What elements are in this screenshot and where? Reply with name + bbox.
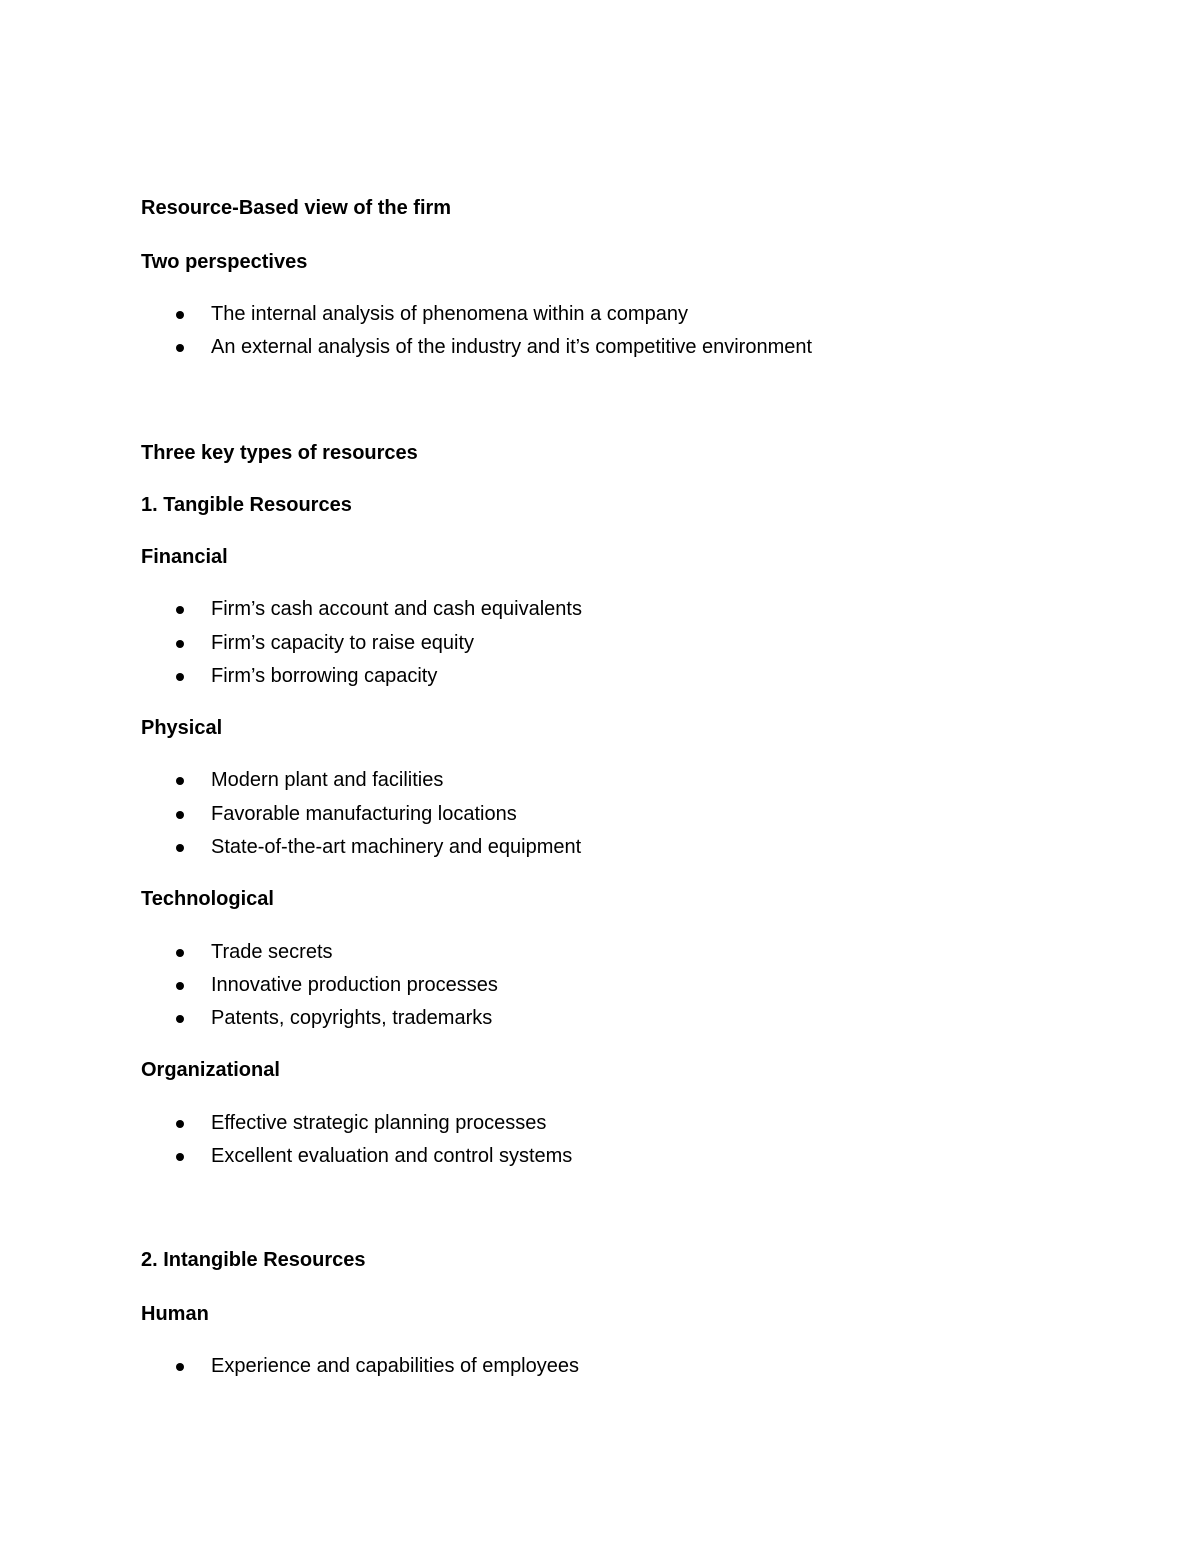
bullet-icon bbox=[176, 811, 184, 819]
list-item-text: Patents, copyrights, trademarks bbox=[211, 1007, 493, 1029]
list-item-text: Innovative production processes bbox=[211, 974, 498, 996]
bullet-icon bbox=[176, 949, 184, 957]
bullet-icon bbox=[176, 311, 184, 319]
list-item-text: Favorable manufacturing locations bbox=[211, 803, 517, 825]
technological-heading: Technological bbox=[141, 888, 274, 910]
bullet-icon bbox=[176, 606, 184, 614]
types-heading: Three key types of resources bbox=[141, 442, 418, 464]
list-item-text: Trade secrets bbox=[211, 941, 333, 963]
bullet-icon bbox=[176, 1363, 184, 1371]
list-item-text: State-of-the-art machinery and equipment bbox=[211, 836, 582, 858]
list-item-text: Effective strategic planning processes bbox=[211, 1112, 547, 1134]
list-item-text: Firm’s cash account and cash equivalents bbox=[211, 598, 582, 620]
intangible-heading: 2. Intangible Resources bbox=[141, 1249, 366, 1271]
list-item-text: Modern plant and facilities bbox=[211, 769, 444, 791]
bullet-icon bbox=[176, 640, 184, 648]
bullet-icon bbox=[176, 344, 184, 352]
list-item-text: Firm’s borrowing capacity bbox=[211, 665, 438, 687]
perspectives-heading: Two perspectives bbox=[141, 251, 308, 273]
list-item-text: Experience and capabilities of employees bbox=[211, 1355, 579, 1377]
document-title: Resource-Based view of the firm bbox=[141, 197, 452, 219]
list-item-text: The internal analysis of phenomena within a company bbox=[211, 303, 688, 325]
financial-heading: Financial bbox=[141, 546, 228, 568]
bullet-icon bbox=[176, 982, 184, 990]
list-item-text: Firm’s capacity to raise equity bbox=[211, 632, 475, 654]
human-heading: Human bbox=[141, 1303, 209, 1325]
bullet-icon bbox=[176, 1015, 184, 1023]
bullet-icon bbox=[176, 844, 184, 852]
bullet-icon bbox=[176, 777, 184, 785]
list-item-text: Excellent evaluation and control systems bbox=[211, 1145, 573, 1167]
organizational-heading: Organizational bbox=[141, 1059, 280, 1081]
list-item-text: An external analysis of the industry and it’s competitive environment bbox=[211, 336, 813, 358]
physical-heading: Physical bbox=[141, 717, 223, 739]
tangible-heading: 1. Tangible Resources bbox=[141, 494, 352, 516]
bullet-icon bbox=[176, 673, 184, 681]
bullet-icon bbox=[176, 1153, 184, 1161]
bullet-icon bbox=[176, 1120, 184, 1128]
